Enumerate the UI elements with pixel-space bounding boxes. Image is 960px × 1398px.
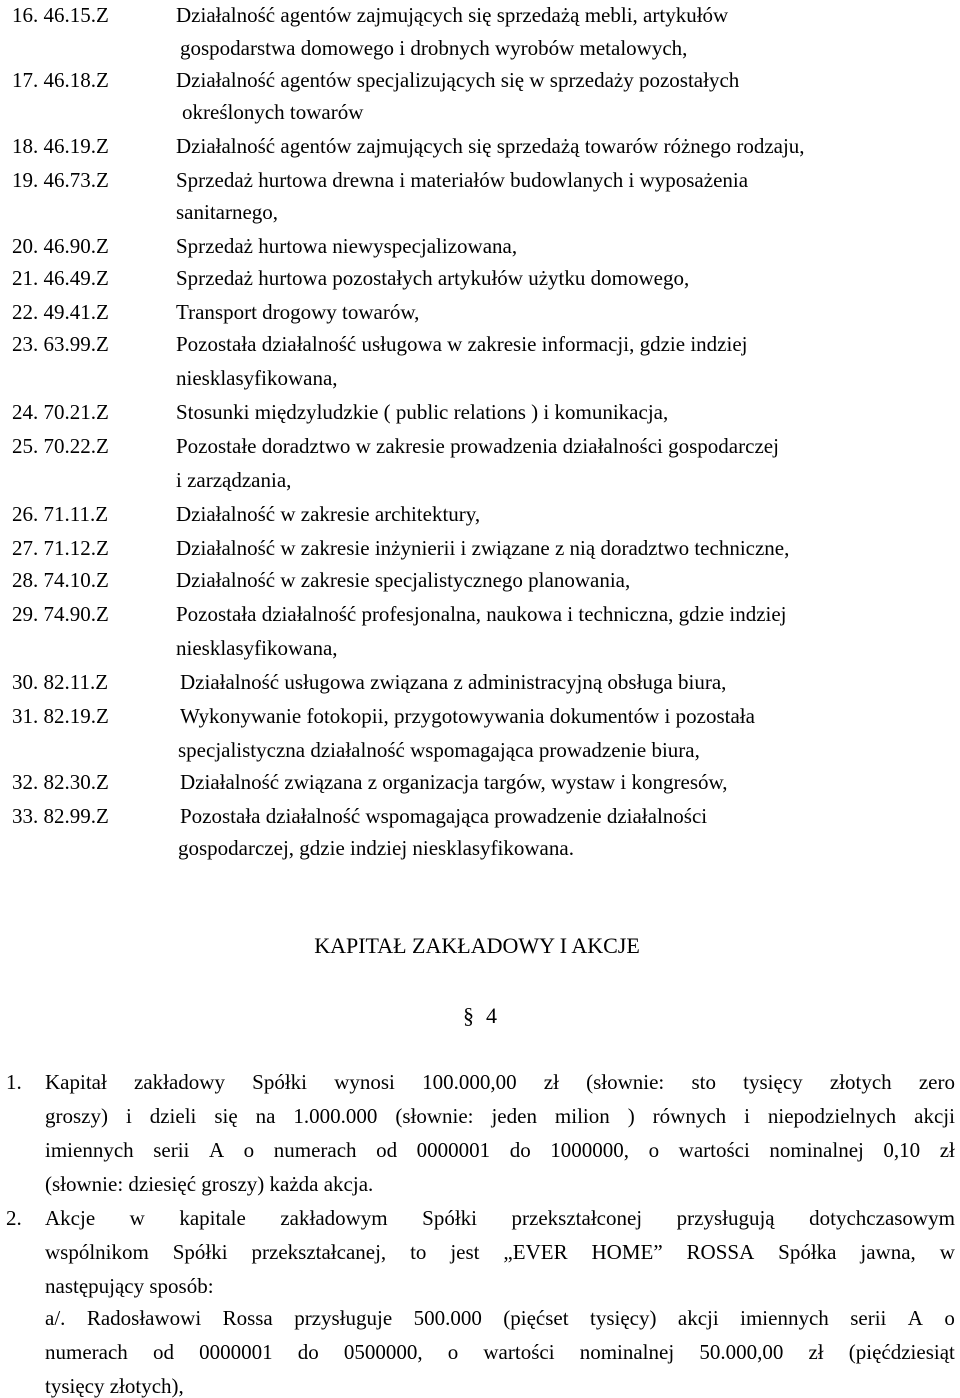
activity-description: Transport drogowy towarów, xyxy=(176,300,420,324)
activity-code: 27. 71.12.Z xyxy=(12,536,109,560)
activity-description: sanitarnego, xyxy=(176,200,279,224)
item-number: 2. xyxy=(6,1206,22,1230)
activity-code: 25. 70.22.Z xyxy=(12,434,109,458)
item-text-line: (słownie: dziesięć groszy) każda akcja. xyxy=(45,1172,374,1196)
item-text-line: następujący sposób: xyxy=(45,1274,214,1298)
activity-description: Sprzedaż hurtowa niewyspecjalizowana, xyxy=(176,234,518,258)
section-title xyxy=(0,935,960,957)
item-text-line: a/. Radosławowi Rossa przysługuje 500.000 (pięćset tysięcy) akcji imiennych serii A o xyxy=(45,1306,955,1330)
item-number: 1. xyxy=(6,1070,22,1094)
activity-code: 22. 49.41.Z xyxy=(12,300,109,324)
activity-description: Wykonywanie fotokopii, przygotowywania dokumentów i pozostała xyxy=(180,704,755,728)
item-text-line: wspólnikom Spółki przekształcanej, to jest „EVER HOME” ROSSA Spółka jawna, w xyxy=(45,1240,955,1264)
activity-description: Działalność w zakresie architektury, xyxy=(176,502,481,526)
activity-description: Pozostała działalność usługowa w zakresie informacji, gdzie indziej xyxy=(176,332,748,356)
activity-description: Działalność w zakresie inżynierii i związane z nią doradztwo techniczne, xyxy=(176,536,790,560)
activity-description: Działalność w zakresie specjalistycznego planowania, xyxy=(176,568,631,592)
activity-description: Pozostała działalność wspomagająca prowadzenie działalności xyxy=(180,804,708,828)
activity-code: 30. 82.11.Z xyxy=(12,670,109,694)
activity-description: Pozostałe doradztwo w zakresie prowadzenia działalności gospodarczej xyxy=(176,434,779,458)
activity-description: Działalność agentów zajmujących się sprzedażą mebli, artykułów xyxy=(176,3,729,27)
activity-code: 21. 46.49.Z xyxy=(12,266,109,290)
activity-code: 19. 46.73.Z xyxy=(12,168,109,192)
item-text-line: Akcje w kapitale zakładowym Spółki przekształconej przysługują dotychczasowym xyxy=(45,1206,955,1230)
activity-description: gospodarstwa domowego i drobnych wyrobów metalowych, xyxy=(180,36,688,60)
activity-description: Pozostała działalność profesjonalna, naukowa i techniczna, gdzie indziej xyxy=(176,602,787,626)
activity-description: Sprzedaż hurtowa drewna i materiałów budowlanych i wyposażenia xyxy=(176,168,749,192)
activity-code: 29. 74.90.Z xyxy=(12,602,109,626)
activity-description: gospodarczej, gdzie indziej niesklasyfikowana. xyxy=(178,836,574,860)
activity-description: specjalistyczna działalność wspomagająca prowadzenie biura, xyxy=(178,738,700,762)
item-text-line: groszy) i dzieli się na 1.000.000 (słownie: jeden milion ) równych i niepodzielnych akcji xyxy=(45,1104,955,1128)
activity-code: 16. 46.15.Z xyxy=(12,3,109,27)
activity-description: Działalność agentów zajmujących się sprzedażą towarów różnego rodzaju, xyxy=(176,134,805,158)
item-text-line: numerach od 0000001 do 0500000, o wartości nominalnej 50.000,00 zł (pięćdziesiąt xyxy=(45,1340,955,1364)
activity-code: 26. 71.11.Z xyxy=(12,502,109,526)
activity-description: i zarządzania, xyxy=(176,468,292,492)
item-text-line: tysięcy złotych), xyxy=(45,1374,184,1398)
activity-code: 23. 63.99.Z xyxy=(12,332,109,356)
item-text-line: Kapitał zakładowy Spółki wynosi 100.000,00 zł (słownie: sto tysięcy złotych zero xyxy=(45,1070,955,1094)
activity-code: 33. 82.99.Z xyxy=(12,804,109,828)
activity-description: określonych towarów xyxy=(182,100,364,124)
activity-code: 28. 74.10.Z xyxy=(12,568,109,592)
paragraph-number: 4 xyxy=(486,1003,497,1028)
activity-code: 20. 46.90.Z xyxy=(12,234,109,258)
activity-code: 31. 82.19.Z xyxy=(12,704,109,728)
activity-code: 18. 46.19.Z xyxy=(12,134,109,158)
activity-code: 17. 46.18.Z xyxy=(12,68,109,92)
activity-description: Sprzedaż hurtowa pozostałych artykułów użytku domowego, xyxy=(176,266,690,290)
section-title-text: KAPITAŁ ZAKŁADOWY I AKCJE xyxy=(314,933,640,958)
paragraph-sign: § xyxy=(463,1003,474,1028)
activity-description: Stosunki międzyludzkie ( public relations ) i komunikacja, xyxy=(176,400,669,424)
activity-description: Działalność usługowa związana z administracyjną obsługa biura, xyxy=(180,670,727,694)
activity-code: 24. 70.21.Z xyxy=(12,400,109,424)
activity-description: niesklasyfikowana, xyxy=(176,636,338,660)
item-text-line: imiennych serii A o numerach od 0000001 do 1000000, o wartości nominalnej 0,10 zł xyxy=(45,1138,955,1162)
activity-description: niesklasyfikowana, xyxy=(176,366,338,390)
activity-code: 32. 82.30.Z xyxy=(12,770,109,794)
activity-description: Działalność związana z organizacja targów, wystaw i kongresów, xyxy=(180,770,728,794)
activity-description: Działalność agentów specjalizujących się w sprzedaży pozostałych xyxy=(176,68,740,92)
